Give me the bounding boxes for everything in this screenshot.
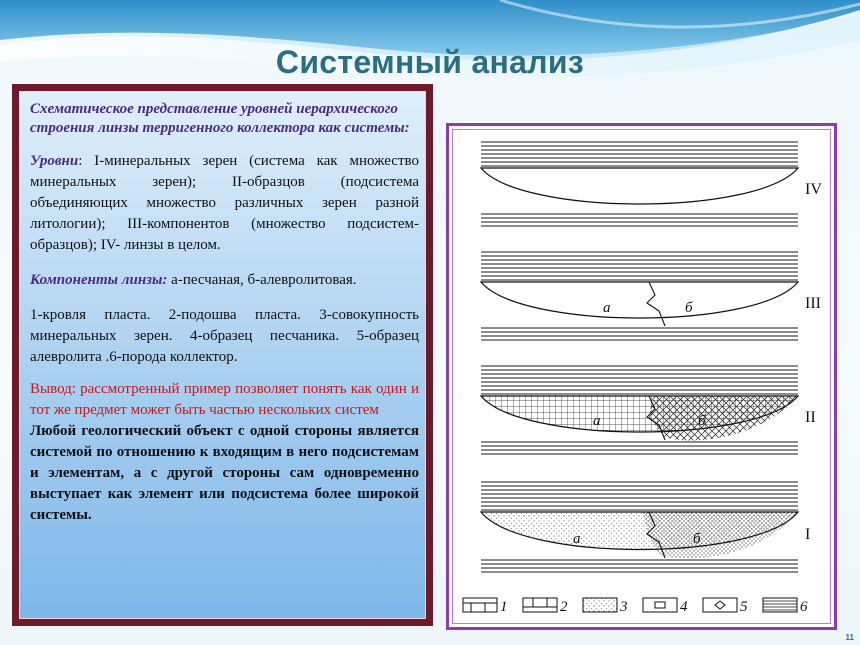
level-label: I xyxy=(805,526,811,543)
legend-swatch xyxy=(463,598,497,612)
lens xyxy=(481,282,798,318)
levels-label: Уровни xyxy=(30,153,79,169)
lens-siltstone-part xyxy=(649,396,798,440)
legend-number: 4 xyxy=(680,599,688,615)
component-b-label: б xyxy=(685,300,693,316)
slide-number: 11 xyxy=(845,633,854,642)
legend-swatch xyxy=(703,598,737,612)
components-label: Компоненты линзы: xyxy=(30,272,168,288)
figure-labels xyxy=(573,181,822,547)
legend-swatch xyxy=(643,598,677,612)
component-b-label: б xyxy=(693,531,701,547)
lens-shapes xyxy=(481,168,798,558)
legend-swatch xyxy=(583,598,617,612)
figure-legend xyxy=(463,598,808,615)
legend-number: 3 xyxy=(620,599,628,615)
legend-swatch xyxy=(523,598,557,612)
legend-number: 2 xyxy=(560,599,568,615)
figure-inner xyxy=(452,129,831,624)
legend-number: 6 xyxy=(800,599,808,615)
component-a-label: а xyxy=(593,413,601,429)
slide-title: Системный анализ xyxy=(275,44,585,80)
description-panel xyxy=(12,84,433,626)
level-label: II xyxy=(805,409,816,426)
lens xyxy=(481,168,798,204)
component-b-label: б xyxy=(698,413,706,429)
level-label: IV xyxy=(805,181,822,198)
lens-hierarchy-scheme xyxy=(453,130,836,629)
statement-paragraph: Любой геологический объект с одной стороны является системой по отношению к входящим в него подсистемам и элементам, а с другой стороны сам одновременно выступает как элемент или подсистема более широкой системы. xyxy=(30,423,419,523)
level-label: III xyxy=(805,295,821,312)
legend-paragraph: 1-кровля пласта. 2-подошва пласта. 3-совокупность минеральных зерен. 4-образец песчаника. 5-образец алевролита .6-порода коллектор. xyxy=(30,307,419,365)
component-a-label: а xyxy=(573,531,581,547)
panel-heading: Схематическое представление уровней иерархического строения линзы терригенного коллектора как системы: xyxy=(30,101,410,136)
lens-siltstone-part xyxy=(643,512,798,558)
strata-lines xyxy=(481,142,798,572)
legend-number: 5 xyxy=(740,599,748,615)
figure-frame xyxy=(446,123,837,630)
description-panel-body xyxy=(19,91,426,619)
components-text: а-песчаная, б-алевролитовая. xyxy=(167,272,357,288)
conclusion-paragraph: Вывод: рассмотренный пример позволяет понять как один и тот же предмет может быть частью нескольких систем xyxy=(30,381,419,418)
components-paragraph xyxy=(30,270,419,291)
levels-text: : I-минеральных зерен (система как множество минеральных зерен); II-образцов (подсистема объединяющих множество различных зерен разной литологии); III-компонентов (множество подсистем-образцов); IV- линзы в целом. xyxy=(30,153,419,253)
component-a-label: а xyxy=(603,300,611,316)
levels-paragraph xyxy=(30,151,419,256)
legend-number: 1 xyxy=(500,599,508,615)
